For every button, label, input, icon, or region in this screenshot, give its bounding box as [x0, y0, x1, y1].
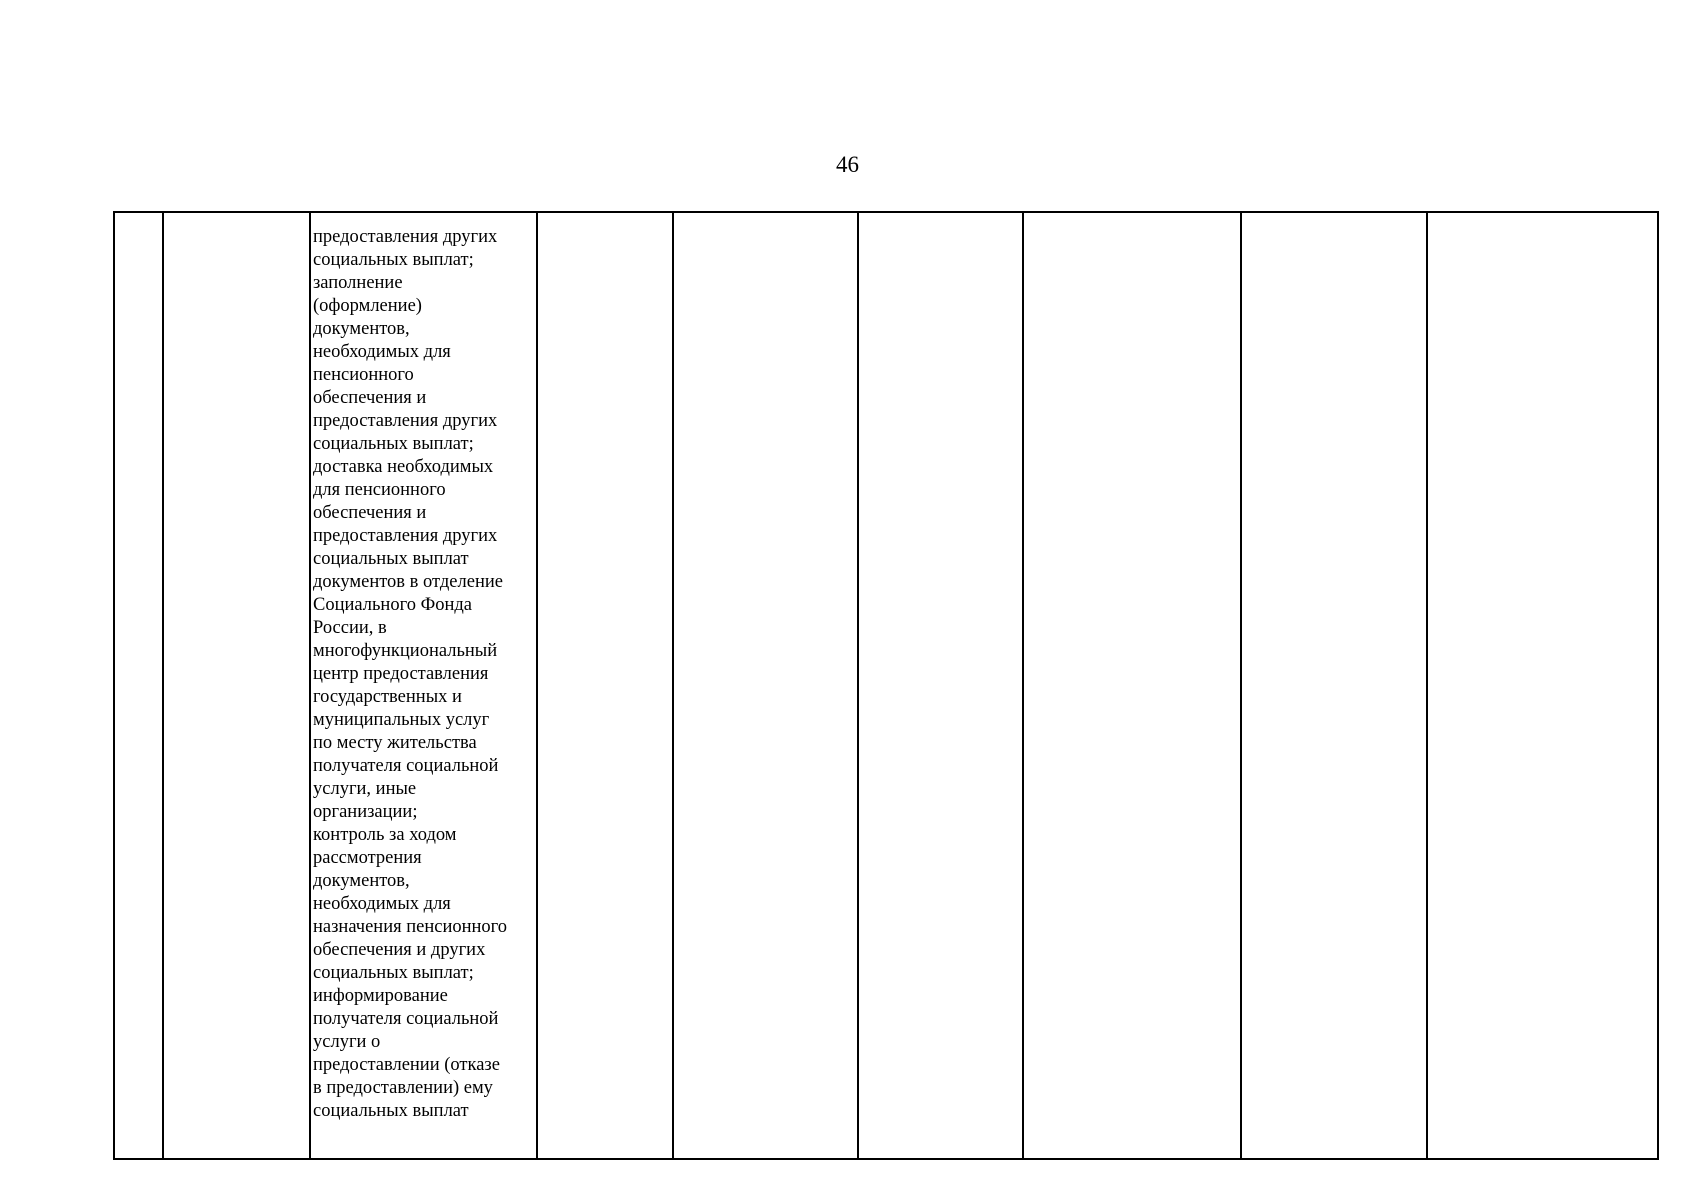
column-divider [672, 213, 674, 1158]
column-divider [162, 213, 164, 1158]
column-divider [1240, 213, 1242, 1158]
column-divider [1022, 213, 1024, 1158]
column-divider [536, 213, 538, 1158]
column-divider [857, 213, 859, 1158]
page-number: 46 [836, 152, 859, 177]
column-divider [309, 213, 311, 1158]
column-divider [1426, 213, 1428, 1158]
table-cell-service-description: предоставления других социальных выплат; заполнение (оформление) документов, необходимых для пенсионного обеспечения и предоставления других социальных выплат; доставка необходимых для пенсионного обеспечения и предоставления других социальных выплат документов в отделение Социального Фонда России, в многофункциональный центр предоставления государственных и муниципальных услуг по месту жительства получателя социальной услуги, иные организации; контроль за ходом рассмотрения документов, необходимых для назначения пенсионного обеспечения и других социальных выплат; информирование получателя социальной услуги о предоставлении (отказе в предоставлении) ему социальных выплат [313, 227, 508, 1121]
data-table [113, 211, 1659, 1160]
